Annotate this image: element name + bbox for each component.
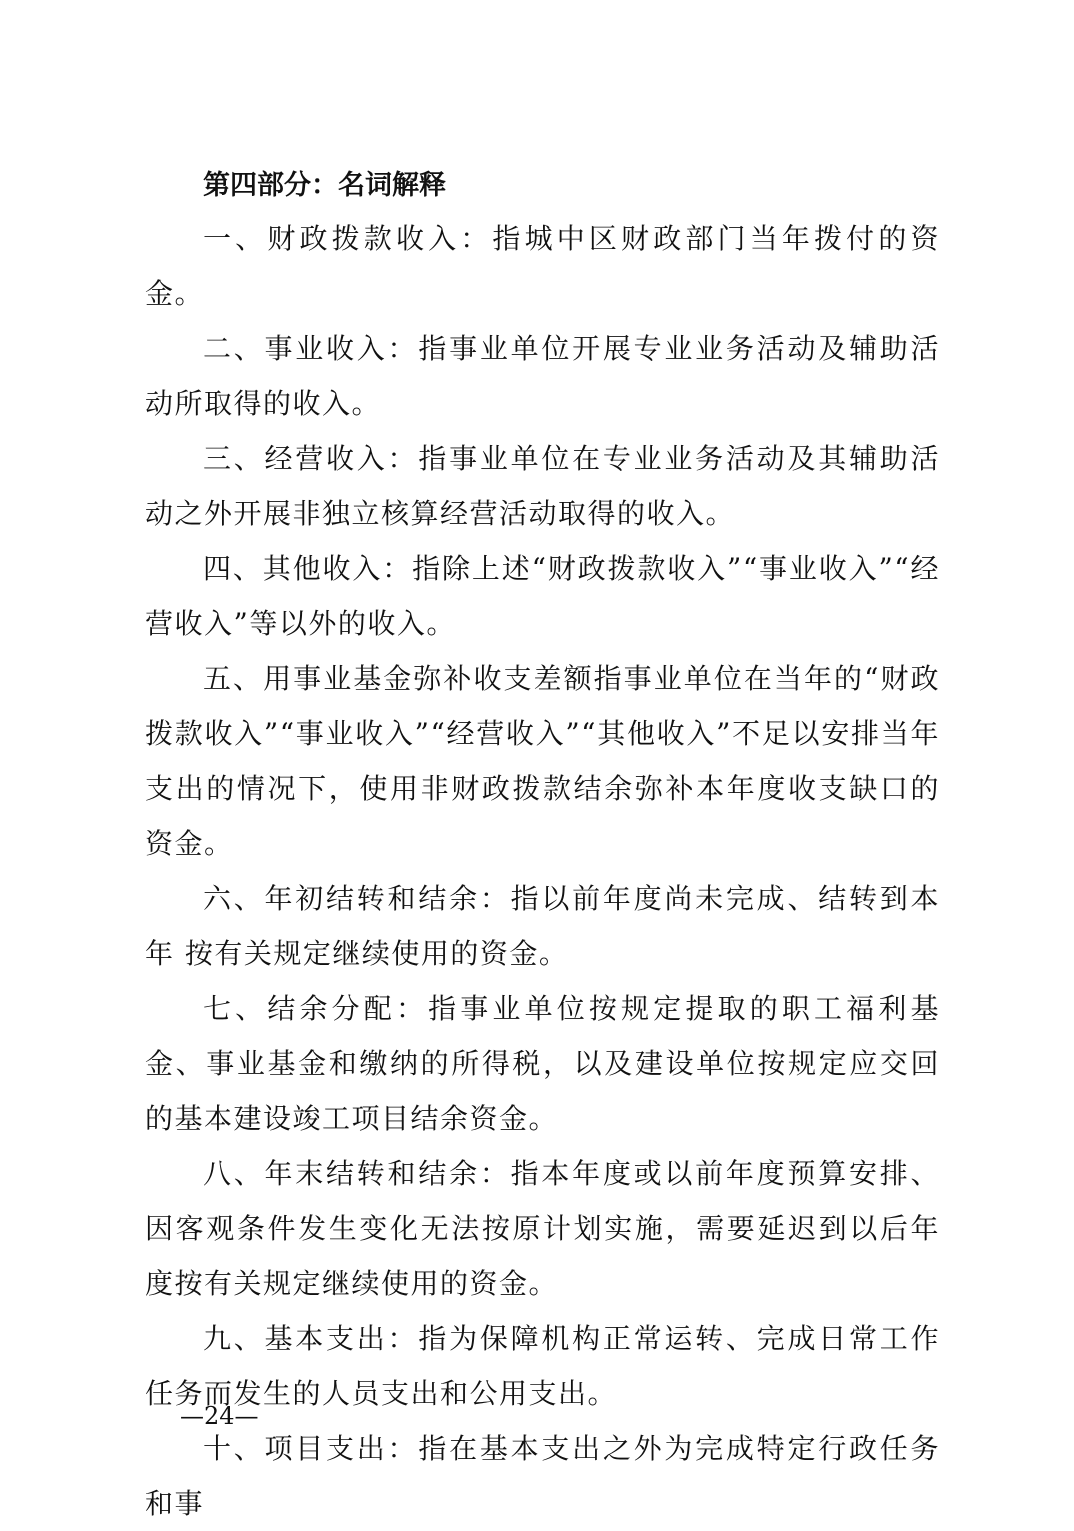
definition-paragraph: 一、财政拨款收入：指城中区财政部门当年拨付的资金。 xyxy=(145,222,940,310)
definition-paragraph: 二、事业收入：指事业单位开展专业业务活动及辅助活动所取得的收入。 xyxy=(145,332,940,420)
definition-paragraph: 八、年末结转和结余：指本年度或以前年度预算安排、因客观条件发生变化无法按原计划实施，需要延迟到以后年度按有关规定继续使用的资金。 xyxy=(145,1157,940,1300)
section-heading: 第四部分：名词解释 xyxy=(203,170,446,201)
definition-paragraph: 三、经营收入：指事业单位在专业业务活动及其辅助活动之外开展非独立核算经营活动取得的收入。 xyxy=(145,442,940,530)
definition-paragraph: 七、结余分配：指事业单位按规定提取的职工福利基金、事业基金和缴纳的所得税，以及建设单位按规定应交回的基本建设竣工项目结余资金。 xyxy=(145,992,940,1135)
definition-paragraph: 六、年初结转和结余：指以前年度尚未完成、结转到本年 按有关规定继续使用的资金。 xyxy=(145,882,940,970)
definition-paragraph: 四、其他收入：指除上述“财政拨款收入”“事业收入”“经营收入”等以外的收入。 xyxy=(145,552,940,640)
definitions-body xyxy=(145,211,940,1531)
definition-paragraph: 五、用事业基金弥补收支差额指事业单位在当年的“财政拨款收入”“事业收入”“经营收入”“其他收入”不足以安排当年支出的情况下，使用非财政拨款结余弥补本年度收支缺口的资金。 xyxy=(145,662,940,860)
definition-paragraph: 十、项目支出：指在基本支出之外为完成特定行政任务和事 xyxy=(145,1432,940,1520)
definition-paragraph: 九、基本支出：指为保障机构正常运转、完成日常工作任务而发生的人员支出和公用支出。 xyxy=(145,1322,940,1410)
page-number: —24— xyxy=(180,1402,259,1430)
